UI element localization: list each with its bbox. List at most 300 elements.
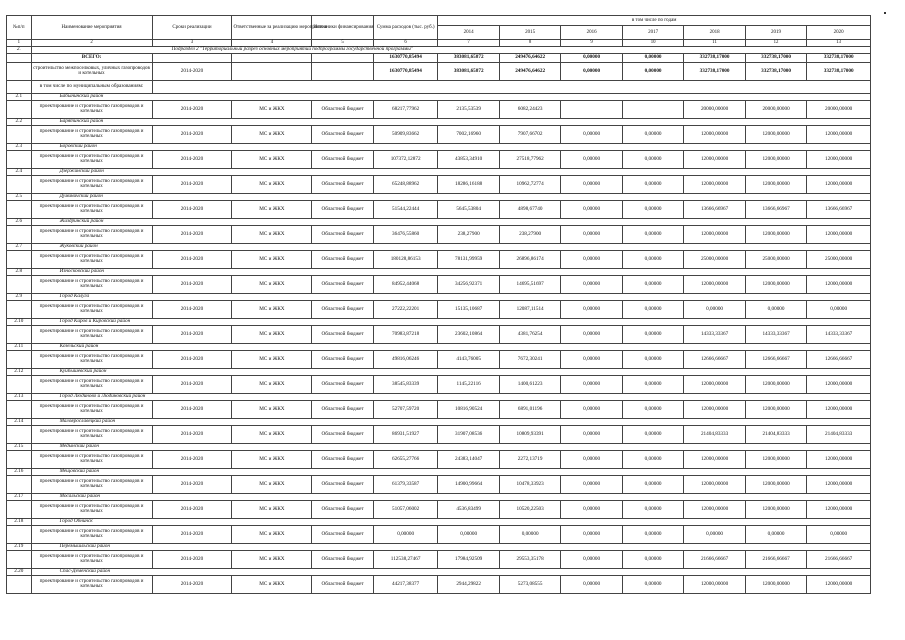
table-row — [7, 476, 871, 494]
amount-y2017: 0,00000 — [622, 401, 683, 419]
section-title: Подраздел 2 "Территориальный разрез основных мероприятий подпрограммы государственной программы" — [31, 47, 870, 54]
terms-cell: 2014-2020 — [152, 201, 232, 219]
year-header: 2020 — [807, 26, 871, 40]
amount-y2018: 12000,00000 — [684, 401, 745, 419]
amount-y2020: 12000,00000 — [807, 576, 871, 594]
amount-sum: 68217,77962 — [373, 101, 438, 119]
activity-name: проектирование и строительство газопроводов и котельных — [31, 351, 152, 369]
amount-y2016: 0,00000 — [561, 426, 622, 444]
row-number: 2.5 — [7, 193, 32, 201]
amount-y2018: 12666,66667 — [684, 351, 745, 369]
responsible-cell: МС и ЖКХ — [232, 426, 312, 444]
row-number: 2.1 — [7, 93, 32, 101]
total-y2017: 0,00000 — [622, 54, 683, 63]
amount-y2019: 0,00000 — [745, 526, 806, 544]
total-y2020: 332738,17000 — [807, 54, 871, 63]
amount-y2019: 25000,00000 — [745, 251, 806, 269]
amount-y2014: 10816,90524 — [438, 401, 499, 419]
amount-y2015: 5273,08555 — [499, 576, 560, 594]
responsible-cell: МС и ЖКХ — [232, 201, 312, 219]
amount-y2016: 0,00000 — [561, 401, 622, 419]
region-header-row — [7, 168, 871, 176]
amount-y2019: 20000,00000 — [745, 101, 806, 119]
amount-y2018: 12000,00000 — [684, 451, 745, 469]
amount-y2017 — [622, 101, 683, 119]
source-cell: Областной бюджет — [312, 501, 373, 519]
section-num: 2. — [7, 47, 32, 54]
activity-name: проектирование и строительство газопроводов и котельных — [31, 126, 152, 144]
region-name: Город Киров и Кировский район — [31, 318, 870, 326]
table-row — [7, 201, 871, 219]
amount-y2014: 43853,34910 — [438, 151, 499, 169]
amount-y2015: 10809,93391 — [499, 426, 560, 444]
amount-y2017: 0,00000 — [622, 501, 683, 519]
amount-y2020: 12000,00000 — [807, 476, 871, 494]
amount-y2018: 0,00000 — [684, 301, 745, 319]
row-spacer — [7, 501, 32, 519]
amount-y2017: 0,00000 — [622, 476, 683, 494]
amount-y2017: 0,00000 — [622, 451, 683, 469]
amount-y2014: 15135,10687 — [438, 301, 499, 319]
terms-cell: 2014-2020 — [152, 351, 232, 369]
amount-y2014: 4143,76005 — [438, 351, 499, 369]
amount-y2015: 2272,13719 — [499, 451, 560, 469]
amount-y2014: 4536,83499 — [438, 501, 499, 519]
source-cell: Областной бюджет — [312, 401, 373, 419]
region-name: Мещовский район — [31, 468, 870, 476]
amount-y2015: 6891,01196 — [499, 401, 560, 419]
amount-y2019: 12000,00000 — [745, 376, 806, 394]
table-row — [7, 301, 871, 319]
source-cell: Областной бюджет — [312, 226, 373, 244]
row-number: 2.17 — [7, 493, 32, 501]
amount-y2018: 12000,00000 — [684, 476, 745, 494]
amount-sum: 112538,27467 — [373, 551, 438, 569]
amount-y2017: 0,00000 — [622, 151, 683, 169]
column-number: 9 — [561, 40, 622, 47]
responsible-cell: МС и ЖКХ — [232, 101, 312, 119]
total2-y2015: 249476,64622 — [499, 63, 560, 81]
activity-name: проектирование и строительство газопроводов и котельных — [31, 301, 152, 319]
amount-y2019: 12000,00000 — [745, 151, 806, 169]
terms-cell: 2014-2020 — [152, 126, 232, 144]
region-header-row — [7, 368, 871, 376]
row-spacer — [7, 476, 32, 494]
responsible-cell: МС и ЖКХ — [232, 401, 312, 419]
column-number: 12 — [745, 40, 806, 47]
col-terms-header: Сроки реализации — [152, 16, 232, 40]
table-row — [7, 151, 871, 169]
col-num-header: №п/п — [7, 16, 32, 40]
amount-y2020: 12000,00000 — [807, 226, 871, 244]
source-cell: Областной бюджет — [312, 126, 373, 144]
amount-y2018: 12000,00000 — [684, 501, 745, 519]
row-number: 2.20 — [7, 568, 32, 576]
amount-y2019: 12666,66667 — [745, 351, 806, 369]
municipal-label: в том числе по муниципальным образованиям: — [31, 80, 152, 93]
table-row — [7, 401, 871, 419]
amount-y2019: 21666,66667 — [745, 551, 806, 569]
row-spacer — [7, 301, 32, 319]
responsible-cell: МС и ЖКХ — [232, 351, 312, 369]
amount-y2015: 29553,35178 — [499, 551, 560, 569]
amount-y2019: 12000,00000 — [745, 501, 806, 519]
region-header-row — [7, 318, 871, 326]
row-number: 2.12 — [7, 368, 32, 376]
terms-cell: 2014-2020 — [152, 151, 232, 169]
amount-sum: 51057,06002 — [373, 501, 438, 519]
terms-cell: 2014-2020 — [152, 326, 232, 344]
amount-y2014: 31907,08536 — [438, 426, 499, 444]
amount-y2017: 0,00000 — [622, 251, 683, 269]
amount-y2020: 12000,00000 — [807, 176, 871, 194]
row-number: 2.6 — [7, 218, 32, 226]
region-name: Медынский район — [31, 443, 870, 451]
responsible-cell: МС и ЖКХ — [232, 251, 312, 269]
source-cell: Областной бюджет — [312, 251, 373, 269]
amount-y2018: 12000,00000 — [684, 226, 745, 244]
activity-name: проектирование и строительство газопроводов и котельных — [31, 501, 152, 519]
amount-sum: 52707,59720 — [373, 401, 438, 419]
terms-cell: 2014-2020 — [152, 226, 232, 244]
region-header-row — [7, 143, 871, 151]
column-number: 3 — [152, 40, 232, 47]
total-terms: 2014-2020 — [152, 63, 232, 81]
amount-y2016: 0,00000 — [561, 526, 622, 544]
table-row — [7, 351, 871, 369]
region-name: Город Калуга — [31, 293, 870, 301]
amount-y2015: 7907,66702 — [499, 126, 560, 144]
responsible-cell: МС и ЖКХ — [232, 301, 312, 319]
amount-y2018: 25000,00000 — [684, 251, 745, 269]
table-row — [7, 501, 871, 519]
column-number: 7 — [438, 40, 499, 47]
amount-y2020: 20000,00000 — [807, 101, 871, 119]
budget-table — [6, 15, 871, 594]
row-spacer — [7, 576, 32, 594]
activity-name: проектирование и строительство газопроводов и котельных — [31, 276, 152, 294]
amount-y2017: 0,00000 — [622, 201, 683, 219]
amount-sum: 51544,22444 — [373, 201, 438, 219]
amount-y2015: 10962,72774 — [499, 176, 560, 194]
amount-y2015: 1400,61223 — [499, 376, 560, 394]
table-row — [7, 576, 871, 594]
region-header-row — [7, 343, 871, 351]
terms-cell: 2014-2020 — [152, 276, 232, 294]
row-spacer — [7, 401, 32, 419]
region-name: Куйбышевский район — [31, 368, 870, 376]
source-cell: Областной бюджет — [312, 476, 373, 494]
region-name: Спас-Деменский район — [31, 568, 870, 576]
amount-y2015: 10478,33923 — [499, 476, 560, 494]
amount-sum: 86931,51927 — [373, 426, 438, 444]
amount-y2018: 12000,00000 — [684, 176, 745, 194]
table-row — [7, 276, 871, 294]
activity-name: проектирование и строительство газопроводов и котельных — [31, 451, 152, 469]
terms-cell: 2014-2020 — [152, 376, 232, 394]
amount-y2017: 0,00000 — [622, 426, 683, 444]
activity-name: проектирование и строительство газопроводов и котельных — [31, 476, 152, 494]
terms-cell: 2014-2020 — [152, 501, 232, 519]
section-row — [7, 47, 871, 54]
row-number: 2.2 — [7, 118, 32, 126]
activity-name: проектирование и строительство газопроводов и котельных — [31, 551, 152, 569]
responsible-cell: МС и ЖКХ — [232, 451, 312, 469]
source-cell: Областной бюджет — [312, 176, 373, 194]
row-number: 2.13 — [7, 393, 32, 401]
region-header-row — [7, 243, 871, 251]
region-name: Мосальский район — [31, 493, 870, 501]
amount-y2018: 13666,66967 — [684, 201, 745, 219]
row-spacer — [7, 101, 32, 119]
responsible-cell: МС и ЖКХ — [232, 376, 312, 394]
table-row — [7, 101, 871, 119]
responsible-cell: МС и ЖКХ — [232, 326, 312, 344]
row-spacer — [7, 176, 32, 194]
amount-y2016: 0,00000 — [561, 501, 622, 519]
table-row — [7, 551, 871, 569]
total2-y2019: 332738,17000 — [745, 63, 806, 81]
amount-y2015: 14695,51697 — [499, 276, 560, 294]
amount-y2019: 12000,00000 — [745, 576, 806, 594]
column-number: 1 — [7, 40, 32, 47]
activity-name: проектирование и строительство газопроводов и котельных — [31, 526, 152, 544]
amount-y2018: 20000,00000 — [684, 101, 745, 119]
source-cell: Областной бюджет — [312, 351, 373, 369]
amount-y2016: 0,00000 — [561, 376, 622, 394]
amount-y2014: 238,27900 — [438, 226, 499, 244]
row-spacer — [7, 426, 32, 444]
responsible-cell: МС и ЖКХ — [232, 576, 312, 594]
responsible-cell: МС и ЖКХ — [232, 501, 312, 519]
column-number-row — [7, 40, 871, 47]
amount-y2018: 12000,00000 — [684, 276, 745, 294]
amount-y2016: 0,00000 — [561, 351, 622, 369]
activity-name: проектирование и строительство газопроводов и котельных — [31, 401, 152, 419]
amount-y2017: 0,00000 — [622, 376, 683, 394]
amount-y2020: 13666,66967 — [807, 201, 871, 219]
amount-y2016: 0,00000 — [561, 551, 622, 569]
amount-y2017: 0,00000 — [622, 226, 683, 244]
terms-cell: 2014-2020 — [152, 451, 232, 469]
amount-y2014: 34256,92371 — [438, 276, 499, 294]
amount-y2015: 26896,86174 — [499, 251, 560, 269]
region-header-row — [7, 393, 871, 401]
col-source-header: Источники финансирования — [312, 16, 373, 40]
activity-name: проектирование и строительство газопроводов и котельных — [31, 326, 152, 344]
amount-y2019: 21404,83333 — [745, 426, 806, 444]
column-number: 2 — [31, 40, 152, 47]
amount-sum: 84952,44068 — [373, 276, 438, 294]
year-header: 2016 — [561, 26, 622, 40]
source-cell: Областной бюджет — [312, 576, 373, 594]
amount-y2018: 12000,00000 — [684, 151, 745, 169]
total-activity-label: строительство межпоселковых, уличных газопроводов и котельных — [31, 63, 152, 81]
column-number: 4 — [232, 40, 312, 47]
column-number: 8 — [499, 40, 560, 47]
source-cell: Областной бюджет — [312, 326, 373, 344]
terms-cell: 2014-2020 — [152, 251, 232, 269]
terms-cell: 2014-2020 — [152, 301, 232, 319]
col-name-header: Наименование мероприятия — [31, 16, 152, 40]
region-name: Износковский район — [31, 268, 870, 276]
amount-y2018: 21404,83333 — [684, 426, 745, 444]
region-header-row — [7, 193, 871, 201]
column-number: 5 — [312, 40, 373, 47]
amount-y2016: 0,00000 — [561, 151, 622, 169]
amount-y2018: 12000,00000 — [684, 576, 745, 594]
amount-sum: 107372,12872 — [373, 151, 438, 169]
column-number: 10 — [622, 40, 683, 47]
region-name: Боровский район — [31, 143, 870, 151]
region-header-row — [7, 293, 871, 301]
source-cell: Областной бюджет — [312, 526, 373, 544]
region-name: Жуковский район — [31, 243, 870, 251]
amount-y2020: 12000,00000 — [807, 401, 871, 419]
amount-sum: 61379,33587 — [373, 476, 438, 494]
amount-y2015: 4381,76254 — [499, 326, 560, 344]
amount-y2018: 0,00000 — [684, 526, 745, 544]
responsible-cell: МС и ЖКХ — [232, 151, 312, 169]
responsible-cell: МС и ЖКХ — [232, 176, 312, 194]
region-header-row — [7, 268, 871, 276]
amount-y2019: 12000,00000 — [745, 401, 806, 419]
responsible-cell: МС и ЖКХ — [232, 476, 312, 494]
amount-y2014: 14900,99664 — [438, 476, 499, 494]
table-row — [7, 376, 871, 394]
amount-y2020: 25000,00000 — [807, 251, 871, 269]
amount-y2016: 0,00000 — [561, 576, 622, 594]
row-number: 2.9 — [7, 293, 32, 301]
amount-y2020: 12000,00000 — [807, 276, 871, 294]
region-name: Барятинский район — [31, 118, 870, 126]
year-header: 2015 — [499, 26, 560, 40]
amount-y2015: 0,00000 — [499, 526, 560, 544]
source-cell: Областной бюджет — [312, 201, 373, 219]
amount-y2017: 0,00000 — [622, 526, 683, 544]
amount-y2017: 0,00000 — [622, 176, 683, 194]
row-number: 2.19 — [7, 543, 32, 551]
region-name: Бабынинский район — [31, 93, 870, 101]
amount-sum: 0,00000 — [373, 526, 438, 544]
amount-y2016: 0,00000 — [561, 451, 622, 469]
row-spacer — [7, 326, 32, 344]
row-spacer — [7, 376, 32, 394]
amount-y2019: 13666,66967 — [745, 201, 806, 219]
page-mark — [884, 12, 886, 14]
table-row — [7, 326, 871, 344]
region-header-row — [7, 93, 871, 101]
amount-y2014: 18286,16188 — [438, 176, 499, 194]
table-row — [7, 176, 871, 194]
source-cell: Областной бюджет — [312, 151, 373, 169]
total-sum: 1630770,85494 — [373, 54, 438, 63]
row-number: 2.4 — [7, 168, 32, 176]
amount-y2020: 12000,00000 — [807, 151, 871, 169]
amount-y2020: 12000,00000 — [807, 376, 871, 394]
terms-cell: 2014-2020 — [152, 426, 232, 444]
amount-y2016: 0,00000 — [561, 226, 622, 244]
total-label: ВСЕГО: — [31, 54, 152, 63]
amount-y2014: 17984,92509 — [438, 551, 499, 569]
responsible-cell: МС и ЖКХ — [232, 276, 312, 294]
amount-y2014: 24383,14047 — [438, 451, 499, 469]
terms-cell: 2014-2020 — [152, 476, 232, 494]
amount-y2015: 12087,11514 — [499, 301, 560, 319]
year-header: 2019 — [745, 26, 806, 40]
row-spacer — [7, 526, 32, 544]
table-row — [7, 251, 871, 269]
amount-y2019: 12000,00000 — [745, 476, 806, 494]
row-number: 2.15 — [7, 443, 32, 451]
amount-y2014: 2944,29822 — [438, 576, 499, 594]
amount-y2014: 78131,99959 — [438, 251, 499, 269]
activity-name: проектирование и строительство газопроводов и котельных — [31, 176, 152, 194]
col-sum-header: Сумма расходов (тыс. руб.) — [373, 16, 438, 40]
amount-y2018: 14333,33367 — [684, 326, 745, 344]
amount-y2020: 21404,83333 — [807, 426, 871, 444]
row-spacer — [7, 451, 32, 469]
table-row — [7, 426, 871, 444]
row-spacer — [7, 351, 32, 369]
table-row — [7, 451, 871, 469]
region-name: Малоярославецкий район — [31, 418, 870, 426]
row-number: 2.8 — [7, 268, 32, 276]
amount-sum: 49816,06246 — [373, 351, 438, 369]
amount-sum: 62655,27766 — [373, 451, 438, 469]
col-including-header: в том числе по годам — [438, 16, 871, 26]
amount-y2015: 10520,22503 — [499, 501, 560, 519]
activity-name: проектирование и строительство газопроводов и котельных — [31, 251, 152, 269]
amount-y2014: 7002,16960 — [438, 126, 499, 144]
terms-cell: 2014-2020 — [152, 551, 232, 569]
row-number: 2.16 — [7, 468, 32, 476]
amount-y2016: 0,00000 — [561, 176, 622, 194]
total2-y2016: 0,00000 — [561, 63, 622, 81]
row-spacer — [7, 201, 32, 219]
region-header-row — [7, 518, 871, 526]
amount-sum: 65248,88962 — [373, 176, 438, 194]
amount-y2020: 12000,00000 — [807, 126, 871, 144]
source-cell: Областной бюджет — [312, 101, 373, 119]
amount-sum: 50909,83662 — [373, 126, 438, 144]
total-activity-row — [7, 63, 871, 81]
amount-y2019: 14333,33367 — [745, 326, 806, 344]
amount-y2017: 0,00000 — [622, 576, 683, 594]
year-header: 2014 — [438, 26, 499, 40]
total-y2019: 332738,17000 — [745, 54, 806, 63]
row-spacer — [7, 126, 32, 144]
amount-y2015: 7672,30241 — [499, 351, 560, 369]
activity-name: проектирование и строительство газопроводов и котельных — [31, 376, 152, 394]
amount-y2016: 0,00000 — [561, 326, 622, 344]
total-row — [7, 54, 871, 63]
source-cell: Областной бюджет — [312, 301, 373, 319]
amount-y2020: 12000,00000 — [807, 451, 871, 469]
amount-y2020: 14333,33367 — [807, 326, 871, 344]
amount-y2018: 21666,66667 — [684, 551, 745, 569]
terms-cell: 2014-2020 — [152, 526, 232, 544]
amount-y2018: 12000,00000 — [684, 376, 745, 394]
region-name: Город Людиново и Людиновский район — [31, 393, 870, 401]
amount-y2015: 27518,77962 — [499, 151, 560, 169]
region-header-row — [7, 218, 871, 226]
amount-sum: 36476,55860 — [373, 226, 438, 244]
year-header: 2017 — [622, 26, 683, 40]
amount-y2017: 0,00000 — [622, 301, 683, 319]
total-y2018: 332738,17000 — [684, 54, 745, 63]
column-number: 6 — [373, 40, 438, 47]
